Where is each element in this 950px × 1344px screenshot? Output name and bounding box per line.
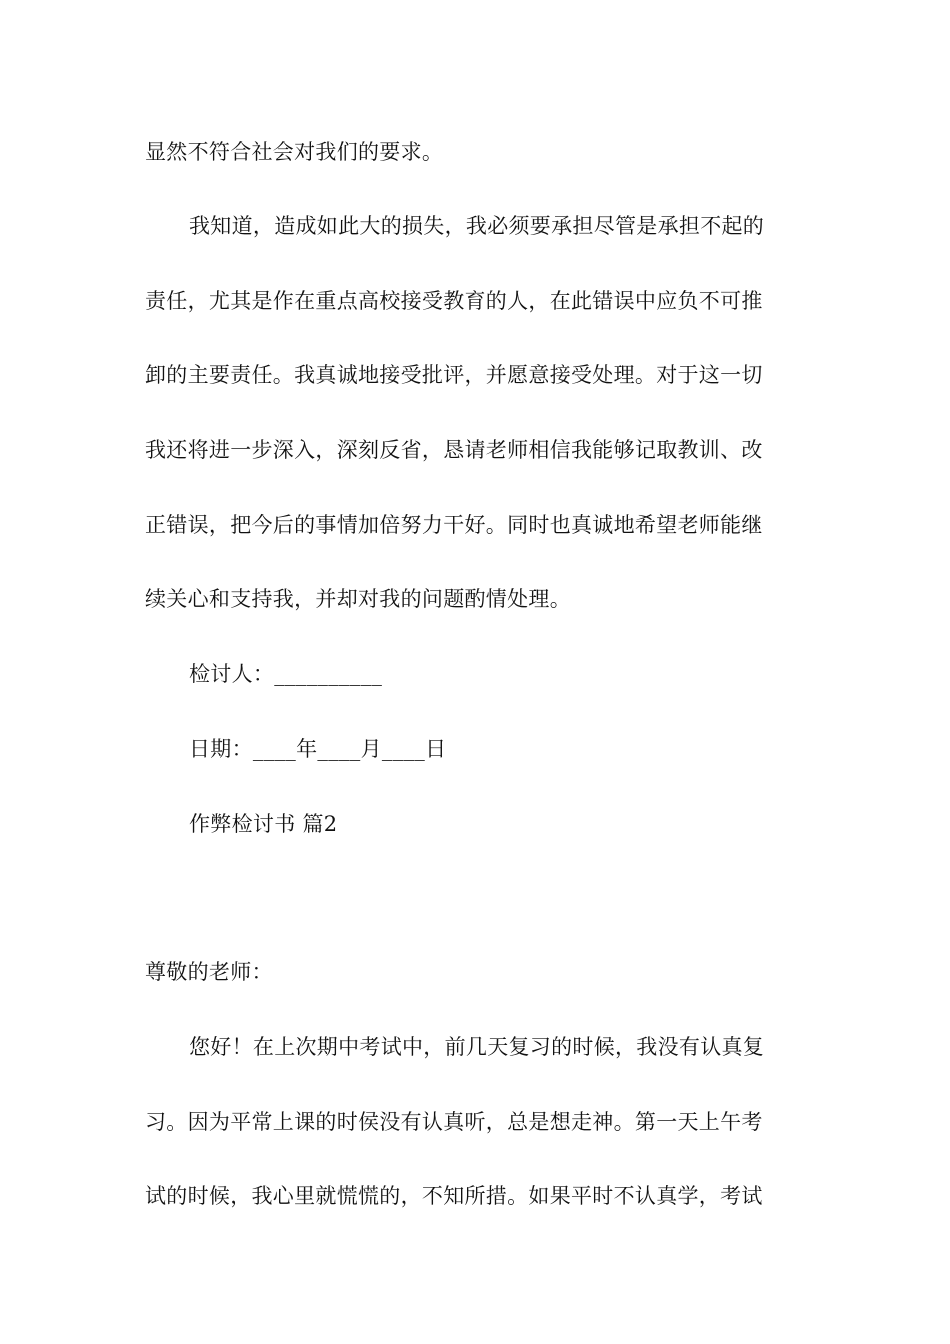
paragraph-line: 我还将进一步深入，深刻反省，恳请老师相信我能够记取教训、改	[145, 438, 763, 462]
salutation: 尊敬的老师：	[145, 960, 273, 984]
paragraph-line: 显然不符合社会对我们的要求。	[145, 140, 444, 164]
signer-line: 检讨人：__________	[189, 662, 383, 686]
paragraph-line: 卸的主要责任。我真诚地接受批评，并愿意接受处理。对于这一切	[145, 363, 763, 387]
paragraph-line: 试的时候，我心里就慌慌的，不知所措。如果平时不认真学，考试	[145, 1184, 763, 1208]
paragraph-line: 续关心和支持我，并却对我的问题酌情处理。	[145, 587, 571, 611]
paragraph-line: 您好！在上次期中考试中，前几天复习的时候，我没有认真复	[189, 1035, 765, 1059]
paragraph-line: 正错误，把今后的事情加倍努力干好。同时也真诚地希望老师能继	[145, 513, 763, 537]
paragraph-line: 我知道，造成如此大的损失，我必须要承担尽管是承担不起的	[189, 214, 765, 238]
section-title: 作弊检讨书 篇2	[189, 812, 338, 836]
date-line: 日期：____年____月____日	[189, 737, 447, 761]
paragraph-line: 责任，尤其是作在重点高校接受教育的人，在此错误中应负不可推	[145, 289, 763, 313]
paragraph-line: 习。因为平常上课的时侯没有认真听，总是想走神。第一天上午考	[145, 1110, 763, 1134]
